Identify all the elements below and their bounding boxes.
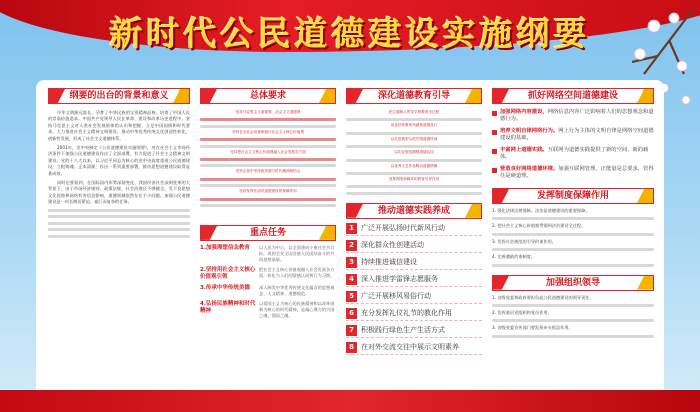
guarantee-item: 3. 发挥社会规范的引导约束作用。 <box>492 238 556 244</box>
practice-item <box>346 324 482 338</box>
square-bullet-icon <box>492 111 497 116</box>
keytask-head: 1.加强理想信念教育 <box>200 244 250 251</box>
network-item-label: 营造良好网络道德环境。 <box>500 166 559 172</box>
network-item <box>492 166 654 180</box>
education-subhead-5: 以优秀文艺作品陶冶道德情操 <box>390 163 438 168</box>
text-fill-line <box>346 172 482 175</box>
requirement-subhead-3: 坚持把社会主义核心价值观融入社会发展各方面 <box>230 149 306 154</box>
requirement-subhead-2: 坚持在全社会培育和践行社会主义核心价值观 <box>232 129 304 134</box>
practice-text: 深入推进学雷锋志愿服务 <box>361 275 438 284</box>
text-fill-line <box>200 125 336 128</box>
col-keytasks-heading: 重点任务 <box>200 225 336 241</box>
col-background <box>48 88 190 238</box>
practice-text: 积极践行绿色生产生活方式 <box>361 326 445 335</box>
col-practice-heading: 推动道德实践养成 <box>346 203 482 219</box>
text-fill-line <box>200 184 336 187</box>
number-badge: 7 <box>346 325 357 336</box>
keytask-item <box>200 285 336 297</box>
keytask-head: 4.弘扬民族精神和时代精神 <box>200 300 256 314</box>
practice-item <box>346 290 482 304</box>
square-bullet-icon <box>492 168 497 173</box>
number-badge: 6 <box>346 308 357 319</box>
col-general-heading: 总体要求 <box>200 88 336 104</box>
practice-text: 充分发挥礼仪礼节的教化作用 <box>361 309 452 318</box>
practice-item <box>346 273 482 287</box>
col-moral-education <box>346 88 482 355</box>
square-bullet-icon <box>492 130 497 135</box>
number-badge: 8 <box>346 342 357 353</box>
network-item-text: 互联网为道德实践提供了新的空间、新的载体。 <box>500 147 649 160</box>
text-fill-line <box>346 145 482 148</box>
practice-text: 在对外交流交往中展示文明素养 <box>361 343 459 352</box>
requirement-subhead-1: 坚持马克思主义道德观、社会主义道德观 <box>235 110 301 114</box>
network-item <box>492 147 654 161</box>
education-subhead-4: 以礼仪规范增强道德认同 <box>394 150 434 155</box>
practice-item <box>346 341 482 355</box>
keytask-text: 以人民为中心，以全面建成小康社会为目标，巩固全党全国各族人民团结奋斗的共同思想基础。 <box>259 244 335 262</box>
text-fill-line <box>492 264 654 267</box>
page-title: 新时代公民道德建设实施纲要 <box>109 14 591 53</box>
col-general-requirements <box>200 88 336 319</box>
text-fill-line <box>200 178 336 181</box>
requirement-subhead-4: 坚持弘扬中华传统美德与时代精神相结合 <box>235 169 301 174</box>
network-item-label: 丰富网上道德实践。 <box>500 147 548 153</box>
network-item-text: 网上行为主体的文明自律是网络空间道德建设的基础。 <box>500 128 654 141</box>
keytask-item <box>200 301 336 319</box>
network-item-text: 加强互联网管理，正能量是总要求，管得住是硬道理。 <box>500 166 654 179</box>
number-badge: 2 <box>346 240 357 251</box>
practice-text: 广泛开展移风易俗行动 <box>361 292 431 301</box>
text-fill-line <box>346 159 482 162</box>
practice-item <box>346 256 482 270</box>
keytask-head: 2.坚持用社会主义核心价值观引领 <box>200 266 256 280</box>
col-background-heading: 纲要的出台的背景和意义 <box>48 88 190 104</box>
col-network-ethics <box>492 88 654 338</box>
bottom-red-band <box>0 390 700 412</box>
background-paragraph-1: 中华文明源远流长，孕育了中华民族的宝贵精神品格，培育了中国人民的崇高价值追求。中国共产党领导人民在革命、建设和改革历史进程中，坚持马克思主义对人类社会发展规律的认识和把握，立足中国国情和时代要求，大力推进社会主义精神文明建设，推动中华优秀传统文化创造性转化、创新性发展，形成了社会主义道德体系。 <box>48 110 190 141</box>
requirement-subhead-5: 坚持发挥法治对道德建设的保障作用 <box>239 189 297 194</box>
guarantee-item: 4. 完善激励约束制度。 <box>492 254 536 260</box>
text-fill-line <box>492 335 654 338</box>
keytask-head: 3.传承中华传统美德 <box>200 284 250 291</box>
text-fill-line <box>48 209 190 212</box>
keytask-item <box>200 267 336 281</box>
keytask-text: 以爱国主义为核心的民族精神和以改革创新为核心的时代精神，是凝心聚力的兴国之魂、强国之魂。 <box>259 300 335 318</box>
text-fill-line <box>346 132 482 135</box>
education-subhead-1: 把立德树人贯穿学校教育全过程 <box>388 110 440 114</box>
text-fill-line <box>346 118 482 121</box>
number-badge: 1 <box>346 223 357 234</box>
leadership-item: 1. 各级党委和政府要担负起公民道德建设的领导责任。 <box>492 294 594 300</box>
text-fill-line <box>200 145 336 148</box>
col-education-heading: 深化道德教育引导 <box>346 88 482 104</box>
text-fill-line <box>200 158 336 161</box>
text-fill-line <box>48 228 190 231</box>
number-badge: 4 <box>346 274 357 285</box>
keytask-text: 把社会主义核心价值观融入社会发展各方面，转化为人们的情感认同和行为习惯。 <box>259 266 335 278</box>
text-fill-line <box>200 138 336 141</box>
practice-text: 广泛开展弘扬时代新风行动 <box>361 224 445 233</box>
network-item-label: 培养文明自律网络行为。 <box>500 128 559 134</box>
practice-item <box>346 239 482 253</box>
text-fill-line <box>48 235 190 238</box>
background-paragraph-2: 2001年，党中央制定《公民道德建设实施纲要》，对在社会主义市场经济条件下加强公民道德建设作出了全面部署，有力促进了社会主义精神文明建设。党的十八大以来，以习近平同志为核心的党中央高度重视公民道德建设，立根铸魂、正本清源，作出一系列重要部署，推动思想道德建设取得显著成效。 <box>48 145 190 176</box>
leadership-item: 3. 各级党委宣传部门要发挥牵头抓总作用。 <box>492 325 573 331</box>
education-subhead-6: 发挥网络和媒体的教育引导作用 <box>388 176 440 181</box>
keytask-item <box>200 245 336 263</box>
keytask-text: 深入阐发中华优秀传统文化蕴含的思想观念、人文精神、道德规范。 <box>259 284 335 296</box>
text-fill-line <box>492 304 654 307</box>
background-paragraph-3: 同时也要看到，在国际国内形势深刻变化、我国经济社会深刻变革的大背景下，由于市场经济规则、政策法规、社会治理还不够健全，受不良思想文化侵蚀和网络有害信息影响，道德领域依然存在不少问题。加强公民道德建设是一项长期而紧迫、艰巨而复杂的任务。 <box>48 180 190 205</box>
network-item <box>492 128 654 142</box>
text-fill-line <box>346 192 482 195</box>
text-fill-line <box>48 222 190 225</box>
square-bullet-icon <box>492 149 497 154</box>
text-fill-line <box>492 233 654 236</box>
text-fill-line <box>492 248 654 251</box>
network-item-text: 网络信息内容广泛影响着人们的思想观念和道德行为。 <box>500 109 654 122</box>
education-subhead-3: 以先进典型示范引领道德风尚 <box>390 136 438 141</box>
text-fill-line <box>492 319 654 322</box>
network-item-label: 加强网络内容建设， <box>500 109 548 115</box>
number-badge: 3 <box>346 257 357 268</box>
text-fill-line <box>200 204 336 207</box>
guarantee-item: 1. 强化法律法规保障。法治是道德建设的重要保障。 <box>492 208 590 213</box>
text-fill-line <box>200 164 336 167</box>
col-leadership-heading: 加强组织领导 <box>492 275 654 291</box>
education-subhead-2: 用良好家教家风涵育道德品行 <box>390 123 438 128</box>
col-network-heading: 抓好网络空间道德建设 <box>492 88 654 104</box>
text-fill-line <box>200 118 336 121</box>
text-fill-line <box>492 217 654 220</box>
text-fill-line <box>346 185 482 188</box>
leadership-item: 2. 发挥基层党组织和党员作用。 <box>492 309 552 315</box>
col-guarantee-heading: 发挥制度保障作用 <box>492 188 654 204</box>
practice-text: 持续推进诚信建设 <box>361 258 417 267</box>
text-fill-line <box>48 215 190 218</box>
guarantee-item: 2. 把社会主义核心价值观贯彻到法治建设全过程。 <box>492 223 586 229</box>
text-fill-line <box>200 198 336 201</box>
number-badge: 5 <box>346 291 357 302</box>
practice-text: 深化群众性创建活动 <box>361 241 424 250</box>
network-item <box>492 109 654 123</box>
practice-item <box>346 222 482 236</box>
practice-item <box>346 307 482 321</box>
